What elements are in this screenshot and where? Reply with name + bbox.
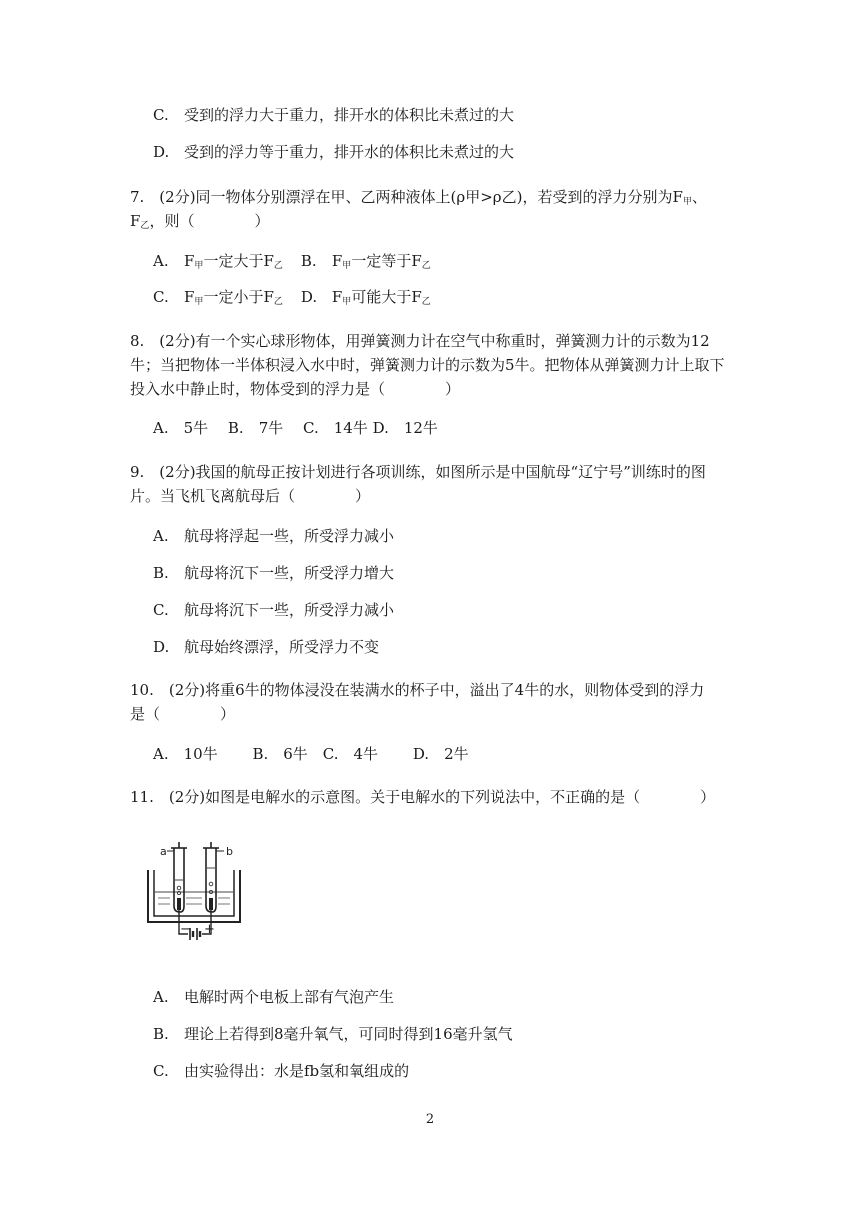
q8-stem-line1: 8. (2分)有一个实心球形物体，用弹簧测力计在空气中称重时，弹簧测力计的示数为12 <box>130 332 710 350</box>
q8-stem-line2: 牛；当把物体一半体积浸入水中时，弹簧测力计的示数为5牛。把物体从弹簧测力计上取下 <box>130 356 725 374</box>
q6-option-d: D. 受到的浮力等于重力，排开水的体积比未煮过的大 <box>153 143 515 161</box>
q10-stem-line1: 10. (2分)将重6牛的物体浸没在装满水的杯子中，溢出了4牛的水，则物体受到的浮力 <box>130 681 705 699</box>
q10-options: A. 10牛 B. 6牛 C. 4牛 D. 2牛 <box>153 745 469 763</box>
figure-plus-sign: + <box>204 922 215 937</box>
q9-option-d: D. 航母始终漂浮，所受浮力不变 <box>153 638 380 656</box>
q7-options-row2: C. $F_甲$一定小于$F_乙$ D. $F_甲$可能大于$F_乙$ <box>153 288 431 307</box>
q9-stem-line2: 片。当飞机飞离航母后（ ） <box>130 487 371 505</box>
q11-option-c: C. 由实验得出：水是fb氢和氧组成的 <box>153 1062 410 1080</box>
page-number: 2 <box>425 1112 435 1127</box>
q8-options: A. 5牛 B. 7牛 C. 14牛 D. 12牛 <box>153 419 438 437</box>
q8-stem-line3: 投入水中静止时，物体受到的浮力是（ ） <box>130 380 461 398</box>
q7-stem-line1: 7. (2分)同一物体分别漂浮在甲、乙两种液体上(ρ甲>ρ乙)，若受到的浮力分别为$F_甲$、 <box>130 188 707 207</box>
q11-option-b: B. 理论上若得到8毫升氧气，可同时得到16毫升氢气 <box>153 1025 513 1043</box>
q9-option-a: A. 航母将浮起一些，所受浮力减小 <box>153 527 395 545</box>
figure-label-a: a <box>160 845 167 858</box>
figure-minus-sign: − <box>180 922 191 937</box>
q11-stem: 11. (2分)如图是电解水的示意图。关于电解水的下列说法中，不正确的是（ ） <box>130 788 716 806</box>
q7-options-row1: A. $F_甲$一定大于$F_乙$ B. $F_甲$一定等于$F_乙$ <box>153 252 431 271</box>
q9-option-c: C. 航母将沉下一些，所受浮力减小 <box>153 601 395 619</box>
q7-stem-line2: $F_乙$，则（ ） <box>130 212 270 231</box>
q9-option-b: B. 航母将沉下一些，所受浮力增大 <box>153 564 395 582</box>
electrolysis-diagram <box>140 840 252 950</box>
q9-stem-line1: 9. (2分)我国的航母正按计划进行各项训练，如图所示是中国航母“辽宁号”训练时的图 <box>130 463 706 481</box>
q6-option-c: C. 受到的浮力大于重力，排开水的体积比未煮过的大 <box>153 106 515 124</box>
q10-stem-line2: 是（ ） <box>130 705 236 723</box>
q11-option-a: A. 电解时两个电板上部有气泡产生 <box>153 988 395 1006</box>
figure-label-b: b <box>226 845 233 858</box>
